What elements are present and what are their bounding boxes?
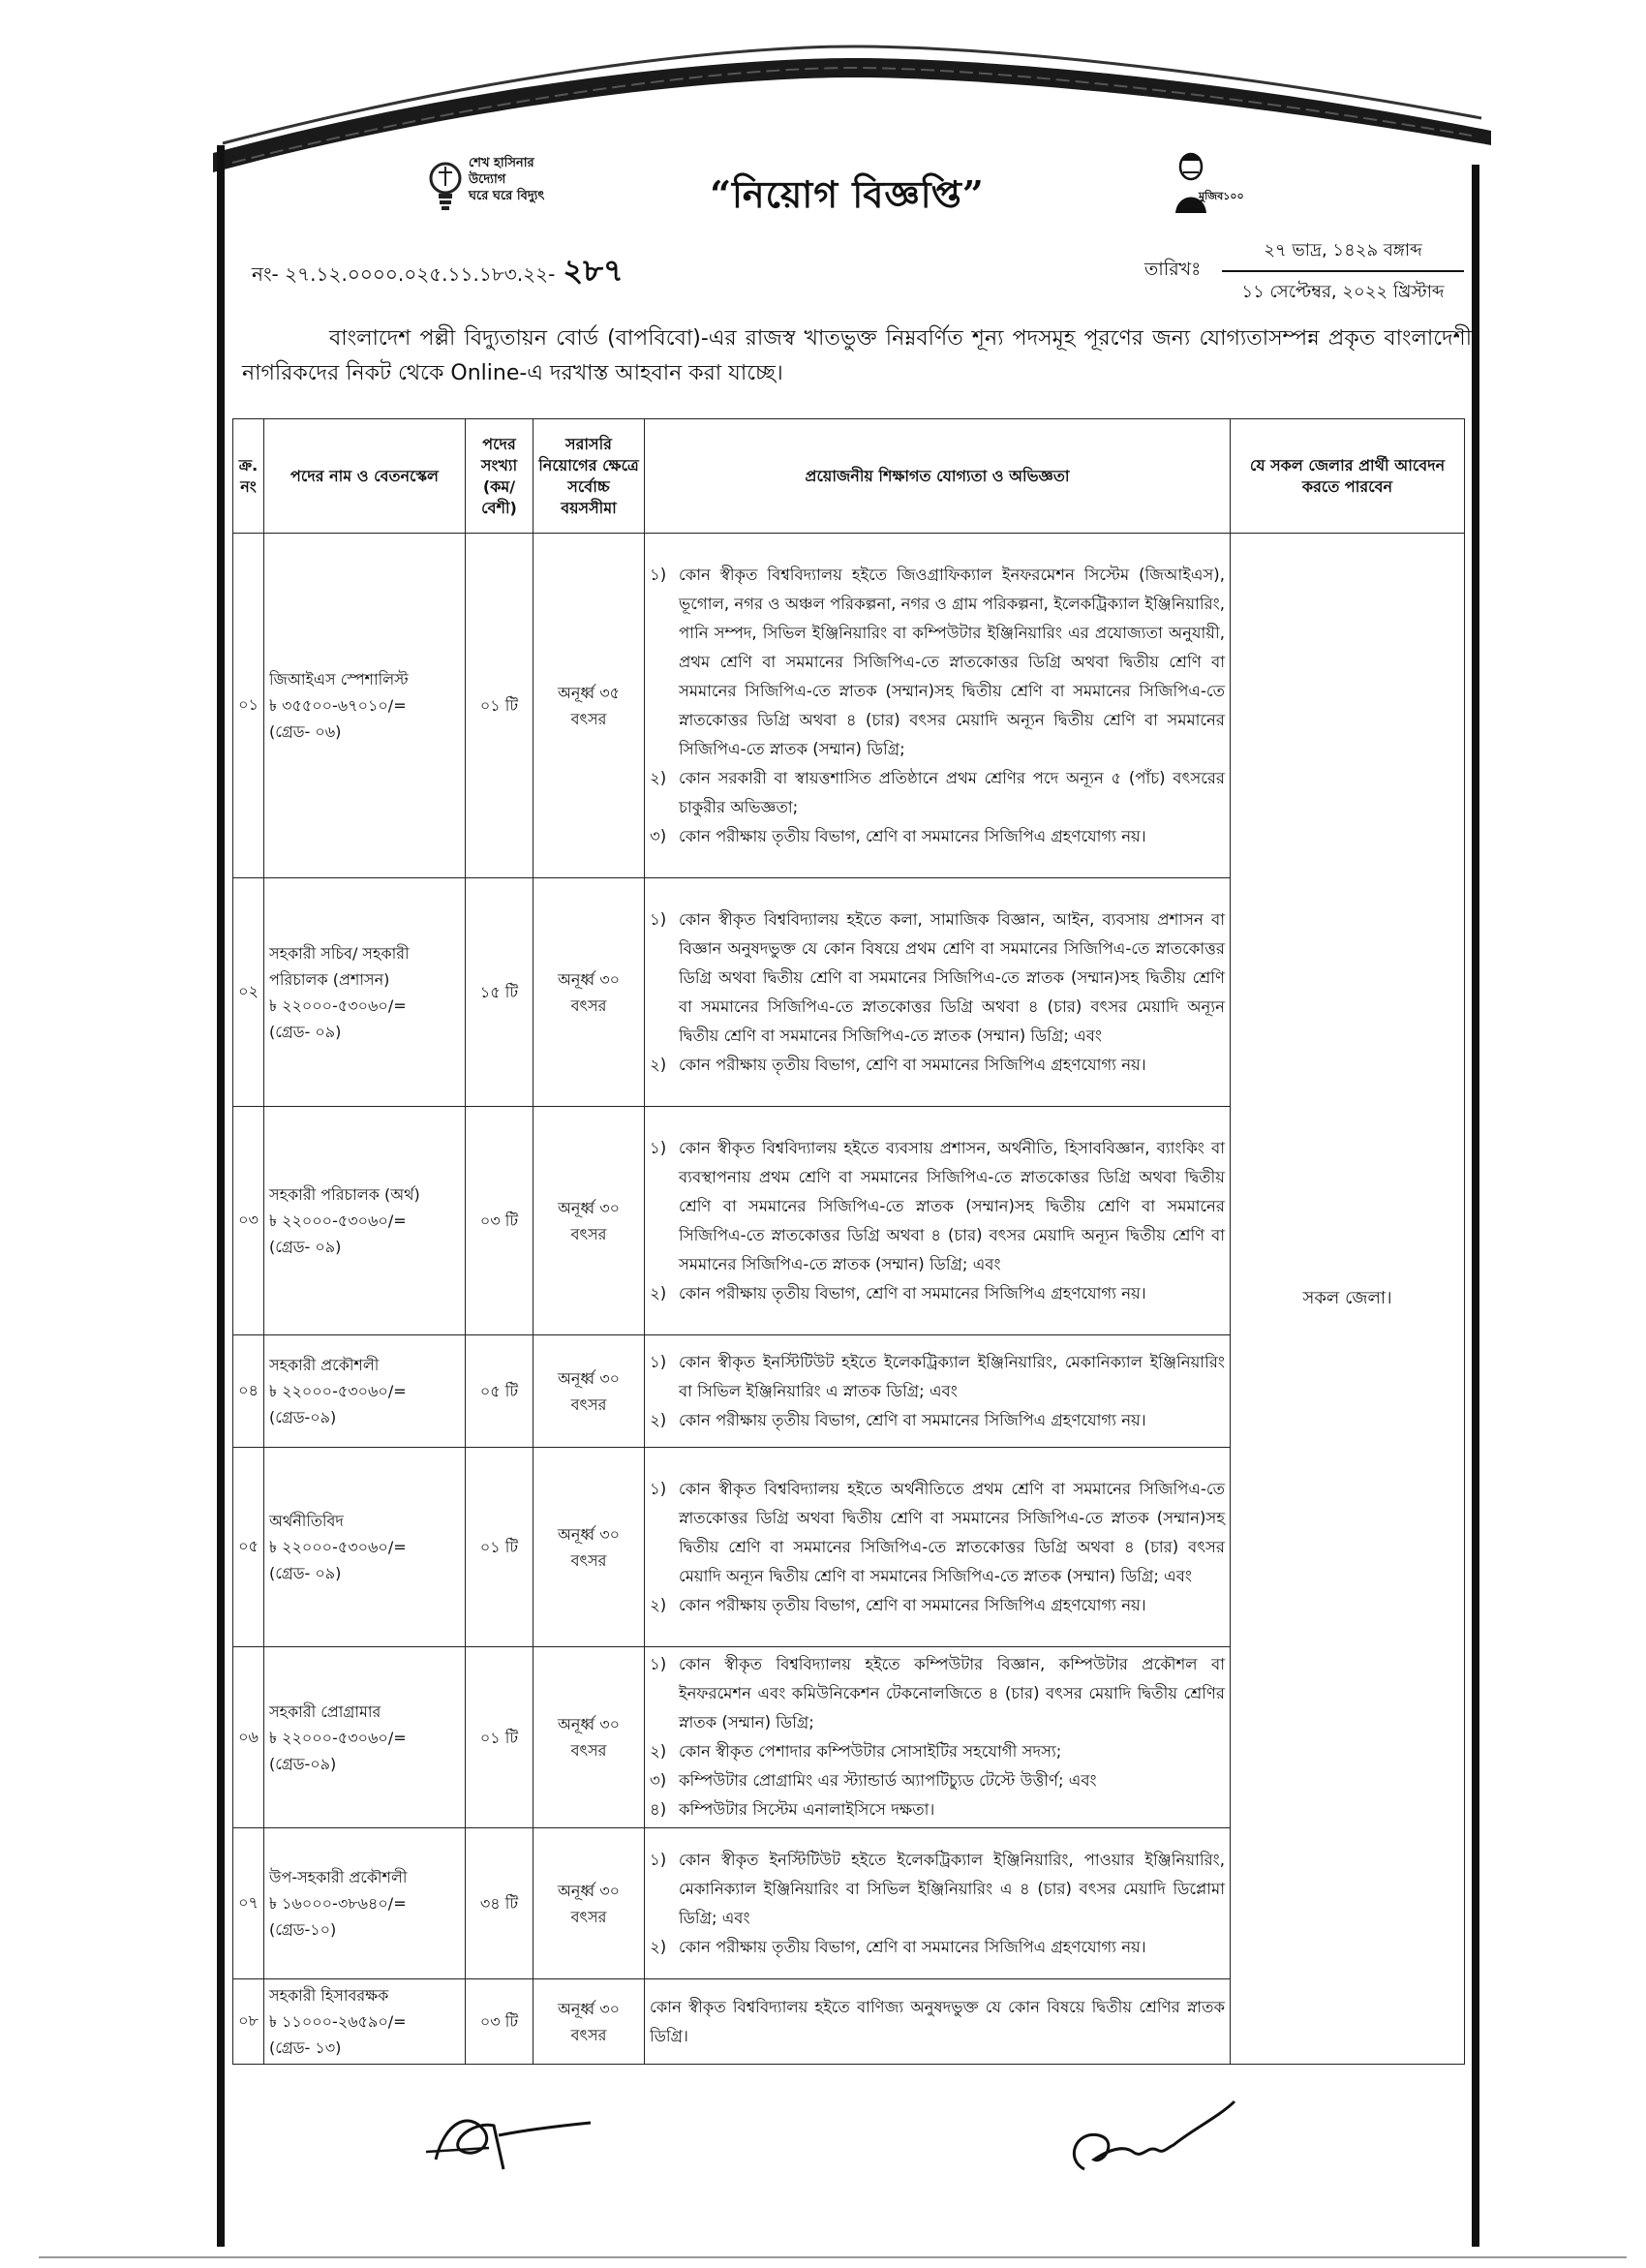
memo-handwritten-number: ২৮৭ [563, 252, 624, 289]
qualification-item [650, 1846, 1225, 1933]
header-count: পদের সংখ্যা (কম/ বেশী) [466, 419, 533, 534]
cell-qualification [645, 1979, 1231, 2065]
qualification-number: ২) [650, 1283, 667, 1303]
memo-number [252, 246, 624, 298]
qualification-text: কোন স্বীকৃত বিশ্ববিদ্যালয় হইতে বাণিজ্য অনুষদভুক্ত যে কোন বিষয়ে দ্বিতীয় শ্রেণির স্নাতক ডিগ্রি। [650, 1997, 1225, 2045]
qualification-text: কোন সরকারী বা স্বায়ত্তশাসিত প্রতিষ্ঠানে প্রথম শ্রেণির পদে অন্যূন ৫ (পাঁচ) বৎসরের চাকুরীর অভিজ্ঞতা; [679, 768, 1225, 816]
cell-qualification [645, 878, 1231, 1107]
header-sl: ক্র. নং [233, 419, 264, 534]
cell-qualification [645, 1335, 1231, 1448]
header-age: সরাসরি নিয়োগের ক্ষেত্রে সর্বোচ্চ বয়সসীমা [533, 419, 645, 534]
qualification-number: ১) [650, 1352, 667, 1371]
vacancy-table [232, 418, 1465, 2065]
header-districts: যে সকল জেলার প্রার্থী আবেদন করতে পারবেন [1231, 419, 1465, 534]
header-post: পদের নাম ও বেতনস্কেল [264, 419, 466, 534]
frame-left-border [217, 145, 225, 2247]
qualification-item [650, 1591, 1225, 1620]
cell-age-limit: অনূর্ধ্ব ৩৫ বৎসর [533, 534, 645, 878]
post-post: অর্থনীতিবিদ [269, 1512, 344, 1530]
post-post: উপ-সহকারী প্রকৌশলী [269, 1868, 408, 1886]
qualification-item [650, 1406, 1225, 1435]
qualification-number: ২) [650, 768, 667, 787]
cell-age-limit: অনূর্ধ্ব ৩০ বৎসর [533, 1448, 645, 1647]
cell-post [264, 1335, 466, 1448]
qualification-text: কোন স্বীকৃত ইনস্টিটিউট হইতে ইলেকট্রিক্যাল ইঞ্জিনিয়ারিং, মেকানিক্যাল ইঞ্জিনিয়ারিং বা সিভিল ইঞ্জিনিয়ারিং এ স্নাতক ডিগ্রি; এবং [679, 1352, 1225, 1400]
cell-qualification [645, 1647, 1231, 1828]
mujib-100-logo [1172, 145, 1278, 223]
qualification-text: কোন পরীক্ষায় তৃতীয় বিভাগ, শ্রেণি বা সমমানের সিজিপিএ গ্রহণযোগ্য নয়। [679, 826, 1146, 845]
table-header-row [233, 419, 1465, 534]
qualification-number: ১) [650, 1655, 667, 1673]
qualification-number: ১) [650, 565, 667, 584]
qualification-number: ১) [650, 909, 667, 929]
cell-sl: ০৫ [233, 1448, 264, 1647]
qualification-item [650, 905, 1225, 1051]
cell-eligible-districts: সকল জেলা। [1231, 534, 1465, 2065]
post-scale: ৳ ১১০০০-২৬৫৯০/= [269, 2012, 407, 2031]
cell-sl: ০৩ [233, 1107, 264, 1335]
logo-right-text: মুজিব১০০ [1199, 190, 1244, 202]
post-grade: (গ্রেড- ০৯) [269, 1564, 342, 1582]
qualification-item [650, 561, 1225, 764]
post-post: জিআইএস স্পেশালিস্ট [269, 670, 409, 689]
qualification-text: কোন পরীক্ষায় তৃতীয় বিভাগ, শ্রেণি বা সমমানের সিজিপিএ গ্রহণযোগ্য নয়। [679, 1937, 1146, 1956]
cell-age-limit: অনূর্ধ্ব ৩০ বৎসর [533, 1647, 645, 1828]
cell-age-limit: অনূর্ধ্ব ৩০ বৎসর [533, 1107, 645, 1335]
cell-post [264, 1647, 466, 1828]
bottom-rule [39, 2256, 1627, 2258]
qualification-number: ১) [650, 1850, 667, 1869]
post-grade: (গ্রেড-০৯) [269, 1754, 337, 1773]
cell-sl: ০২ [233, 878, 264, 1107]
qualification-text: কোন স্বীকৃত বিশ্ববিদ্যালয় হইতে কলা, সামাজিক বিজ্ঞান, আইন, ব্যবসায় প্রশাসন বা বিজ্ঞান অনুষদভুক্ত যে কোন বিষয়ে প্রথম শ্রেণি বা সমমানের সিজিপিএ-তে স্নাতকোত্তর ডিগ্রি অথবা দ্বিতীয় শ্রেণি বা সমমানের সিজিপিএ-তে স্নাতক (সম্মান)সহ দ্বিতীয় শ্রেণি বা সমমানের সিজিপিএ-তে স্নাতকোত্তর ডিগ্রি অথবা ৪ (চার) বৎসর মেয়াদি অন্যূন দ্বিতীয় শ্রেণি বা সমমানের সিজিপিএ-তে স্নাতক (সম্মান) ডিগ্রি; এবং [679, 909, 1225, 1045]
qualification-item [650, 1279, 1225, 1308]
cell-qualification [645, 1828, 1231, 1979]
header-qualification: প্রয়োজনীয় শিক্ষাগত যোগ্যতা ও অভিজ্ঞতা [645, 419, 1231, 534]
cell-count: ৩৪ টি [466, 1828, 533, 1979]
cell-post [264, 878, 466, 1107]
page-title: “নিয়োগ বিজ্ঞপ্তি” [710, 172, 985, 216]
qualification-number: ২) [650, 1742, 667, 1761]
post-post: সহকারী পরিচালক (অর্থ) [269, 1185, 420, 1204]
post-grade: (গ্রেড- ০৬) [269, 722, 342, 741]
lightbulb-icon [426, 157, 465, 215]
cell-sl: ০৮ [233, 1979, 264, 2065]
arched-header-decoration [203, 39, 1501, 184]
post-scale: ৳ ২২০০০-৫৩০৬০/= [269, 1538, 407, 1556]
memo-prefix: নং- ২৭.১২.০০০০.০২৫.১১.১৮৩.২২- [252, 262, 556, 286]
logo-left-text: শেখ হাসিনার উদ্যোগ ঘরে ঘরে বিদ্যুৎ [469, 156, 545, 203]
qualification-item [650, 1134, 1225, 1279]
table-body [233, 534, 1465, 2065]
frame-right-border [1472, 165, 1479, 2247]
qualification-text: কম্পিউটার প্রোগ্রামিং এর স্ট্যান্ডার্ড অ্যাপটিচ্যুড টেস্টে উত্তীর্ণ; এবং [679, 1771, 1097, 1790]
post-grade: (গ্রেড-১০) [269, 1920, 337, 1939]
qualification-text: কোন পরীক্ষায় তৃতীয় বিভাগ, শ্রেণি বা সমমানের সিজিপিএ গ্রহণযোগ্য নয়। [679, 1055, 1146, 1074]
post-post: সহকারী প্রকৌশলী [269, 1356, 380, 1374]
qualification-number: ২) [650, 1595, 667, 1614]
cell-sl: ০৬ [233, 1647, 264, 1828]
cell-post [264, 1448, 466, 1647]
cell-post [264, 534, 466, 878]
qualification-number: ৩) [650, 1771, 667, 1790]
date-label: তারিখঃ [1144, 259, 1202, 280]
qualification-item [650, 1348, 1225, 1406]
cell-age-limit: অনূর্ধ্ব ৩০ বৎসর [533, 1828, 645, 1979]
post-scale: ৳ ৩৫৫০০-৬৭০১০/= [269, 696, 407, 715]
cell-sl: ০১ [233, 534, 264, 878]
qualification-item [650, 1766, 1225, 1795]
qualification-text: কোন স্বীকৃত পেশাদার কম্পিউটার সোসাইটির সহযোগী সদস্য; [679, 1742, 1062, 1761]
cell-qualification [645, 1448, 1231, 1647]
qualification-number: ১) [650, 1479, 667, 1498]
sheikh-hasina-initiative-logo [418, 153, 622, 217]
post-grade: (গ্রেড- ০৯) [269, 1238, 342, 1256]
qualification-number: ২) [650, 1410, 667, 1429]
cell-count: ০৩ টি [466, 1107, 533, 1335]
post-scale: ৳ ১৬০০০-৩৮৬৪০/= [269, 1894, 407, 1913]
cell-age-limit: অনূর্ধ্ব ৩০ বৎসর [533, 878, 645, 1107]
post-grade: (গ্রেড-০৯) [269, 1408, 337, 1426]
cell-count: ১৫ টি [466, 878, 533, 1107]
qualification-text: কোন স্বীকৃত বিশ্ববিদ্যালয় হইতে জিওগ্রাফিক্যাল ইনফরমেশন সিস্টেম (জিআইএস), ভূগোল, নগর ও অঞ্চল পরিকল্পনা, নগর ও গ্রাম পরিকল্পনা, ইলেকট্রিক্যাল ইঞ্জিনিয়ারিং, পানি সম্পদ, সিভিল ইঞ্জিনিয়ারিং বা কম্পিউটার ইঞ্জিনিয়ারিং এর প্রযোজ্যতা অনুযায়ী, প্রথম শ্রেণি বা সমমানের সিজিপিএ-তে স্নাতকোত্তর ডিগ্রি অথবা দ্বিতীয় শ্রেণি বা সমমানের সিজিপিএ-তে স্নাতক (সম্মান)সহ দ্বিতীয় শ্রেণি বা সমমানের সিজিপিএ-তে স্নাতকোত্তর ডিগ্রি অথবা ৪ (চার) বৎসর মেয়াদি অন্যূন দ্বিতীয় শ্রেণি বা সমমানের সিজিপিএ-তে স্নাতক (সম্মান) ডিগ্রি; [679, 565, 1225, 758]
post-post: সহকারী প্রোগ্রামার [269, 1701, 381, 1721]
cell-post [264, 1979, 466, 2065]
qualification-text: কোন স্বীকৃত বিশ্ববিদ্যালয় হইতে কম্পিউটার বিজ্ঞান, কম্পিউটার প্রকৌশল বা ইনফরমেশন এবং কমিউনিকেশন টেকনোলজিতে ৪ (চার) বৎসর মেয়াদি দ্বিতীয় শ্রেণির স্নাতক (সম্মান) ডিগ্রি; [679, 1655, 1225, 1732]
qualification-number: ৪) [650, 1800, 667, 1819]
qualification-number: ২) [650, 1937, 667, 1956]
table-row [233, 534, 1465, 878]
cell-count: ০১ টি [466, 1647, 533, 1828]
qualification-text: কোন পরীক্ষায় তৃতীয় বিভাগ, শ্রেণি বা সমমানের সিজিপিএ গ্রহণযোগ্য নয়। [679, 1283, 1146, 1303]
cell-qualification [645, 534, 1231, 878]
signature-left [416, 2101, 600, 2179]
qualification-item [650, 1795, 1225, 1824]
qualification-number: ১) [650, 1138, 667, 1157]
portrait-icon [1172, 149, 1210, 217]
cell-sl: ০৭ [233, 1828, 264, 1979]
cell-post [264, 1828, 466, 1979]
date-bangla: ২৭ ভাদ্র, ১৪২৯ বঙ্গাব্দ [1222, 236, 1464, 272]
qualification-text: কোন স্বীকৃত ইনস্টিটিউট হইতে ইলেকট্রিক্যাল ইঞ্জিনিয়ারিং, পাওয়ার ইঞ্জিনিয়ারিং, মেকানিক্যাল ইঞ্জিনিয়ারিং বা সিভিল ইঞ্জিনিয়ারিং এ ৪ (চার) বৎসর মেয়াদি ডিপ্লোমা ডিগ্রি; এবং [679, 1850, 1225, 1927]
cell-age-limit: অনূর্ধ্ব ৩০ বৎসর [533, 1335, 645, 1448]
intro-paragraph: বাংলাদেশ পল্লী বিদ্যুতায়ন বোর্ড (বাপবিবো)-এর রাজস্ব খাতভুক্ত নিম্নবর্ণিত শূন্য পদসমূহ পূরণের জন্য যোগ্যতাসম্পন্ন প্রকৃত বাংলাদেশী নাগরিকদের নিকট থেকে Online-এ দরখাস্ত আহবান করা যাচ্ছে। [242, 326, 1472, 385]
post-scale: ৳ ২২০০০-৫৩০৬০/= [269, 996, 407, 1015]
signature-right [1055, 2092, 1239, 2189]
qualification-item [650, 1737, 1225, 1766]
qualification-item [650, 764, 1225, 822]
qualification-item [650, 1051, 1225, 1080]
cell-sl: ০৪ [233, 1335, 264, 1448]
qualification-text: কোন পরীক্ষায় তৃতীয় বিভাগ, শ্রেণি বা সমমানের সিজিপিএ গ্রহণযোগ্য নয়। [679, 1410, 1146, 1429]
qualification-text: কম্পিউটার সিস্টেম এনালাইসিসে দক্ষতা। [679, 1800, 935, 1819]
post-post: সহকারী হিসাবরক্ষক [269, 1986, 389, 2005]
qualification-item [650, 1933, 1225, 1962]
qualification-number: ৩) [650, 826, 667, 845]
cell-post [264, 1107, 466, 1335]
post-post: সহকারী সচিব/ সহকারী পরিচালক (প্রশাসন) [269, 943, 410, 989]
qualification-number: ২) [650, 1055, 667, 1074]
qualification-text: কোন স্বীকৃত বিশ্ববিদ্যালয় হইতে অর্থনীতিতে প্রথম শ্রেণি বা সমমানের সিজিপিএ-তে স্নাতকোত্তর ডিগ্রি অথবা দ্বিতীয় শ্রেণি বা সমমানের সিজিপিএ-তে স্নাতক (সম্মান)সহ দ্বিতীয় শ্রেণি বা সমমানের সিজিপিএ-তে স্নাতকোত্তর ডিগ্রি অথবা ৪ (চার) বৎসর মেয়াদি অন্যূন দ্বিতীয় শ্রেণি বা সমমানের সিজিপিএ-তে স্নাতক (সম্মান) ডিগ্রি; এবং [679, 1479, 1225, 1585]
qualification-text: কোন পরীক্ষায় তৃতীয় বিভাগ, শ্রেণি বা সমমানের সিজিপিএ গ্রহণযোগ্য নয়। [679, 1595, 1146, 1614]
post-scale: ৳ ২২০০০-৫৩০৬০/= [269, 1211, 407, 1230]
cell-count: ০৩ টি [466, 1979, 533, 2065]
date-english: ১১ সেপ্টেম্বর, ২০২২ খ্রিস্টাব্দ [1241, 282, 1445, 302]
post-scale: ৳ ২২০০০-৫৩০৬০/= [269, 1382, 407, 1400]
post-grade: (গ্রেড- ১৩) [269, 2038, 342, 2057]
cell-count: ০৫ টি [466, 1335, 533, 1448]
cell-count: ০১ টি [466, 1448, 533, 1647]
cell-count: ০১ টি [466, 534, 533, 878]
qualification-item [650, 1650, 1225, 1737]
qualification-item [650, 1993, 1225, 2051]
cell-qualification [645, 1107, 1231, 1335]
post-scale: ৳ ২২০০০-৫৩০৬০/= [269, 1728, 407, 1747]
date-block [1222, 236, 1464, 308]
cell-age-limit: অনূর্ধ্ব ৩০ বৎসর [533, 1979, 645, 2065]
qualification-text: কোন স্বীকৃত বিশ্ববিদ্যালয় হইতে ব্যবসায় প্রশাসন, অর্থনীতি, হিসাববিজ্ঞান, ব্যাংকিং বা ব্যবস্থাপনায় প্রথম শ্রেণি বা সমমানের সিজিপিএ-তে স্নাতকোত্তর ডিগ্রি অথবা দ্বিতীয় শ্রেণি বা সমমানের সিজিপিএ-তে স্নাতক (সম্মান)সহ দ্বিতীয় শ্রেণি বা সমমানের সিজিপিএ-তে স্নাতকোত্তর ডিগ্রি অথবা ৪ (চার) বৎসর মেয়াদি অন্যূন দ্বিতীয় শ্রেণি বা সমমানের সিজিপিএ-তে স্নাতক (সম্মান) ডিগ্রি; এবং [679, 1138, 1225, 1273]
qualification-item [650, 1475, 1225, 1591]
qualification-item [650, 822, 1225, 851]
post-grade: (গ্রেড- ০৯) [269, 1022, 342, 1041]
